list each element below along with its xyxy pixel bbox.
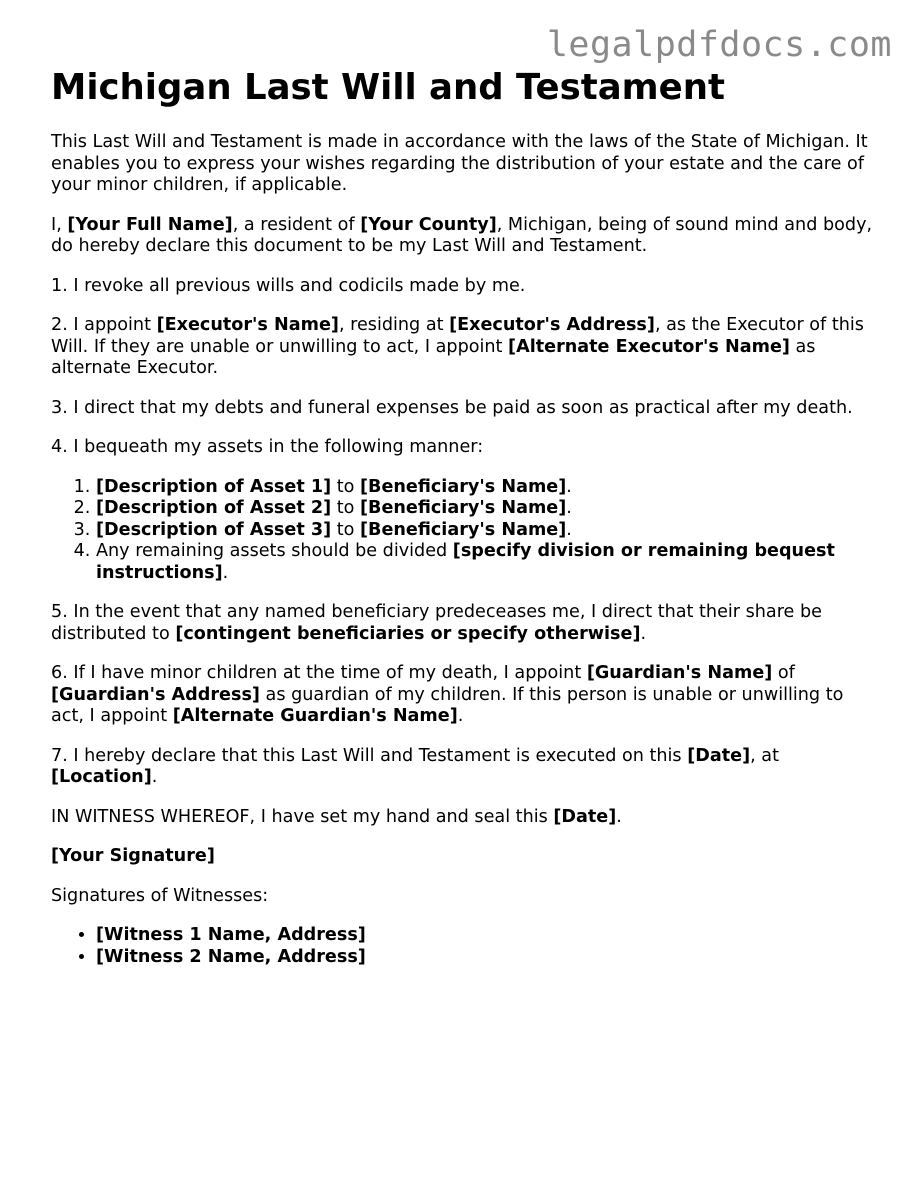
remaining-instructions-placeholder: [specify division or remaining bequest instructions] [96,541,835,583]
date-placeholder: [Date] [687,745,751,766]
witness-item: • [Witness 2 Name, Address] [96,947,881,969]
executor-address-placeholder: [Executor's Address] [449,315,655,335]
document-title: Michigan Last Will and Testament [51,67,725,108]
alternate-guardian-placeholder: [Alternate Guardian's Name] [172,706,458,726]
watermark: legalpdfdocs.com [546,25,892,65]
bequest-item: 2. [Description of Asset 2] to [Beneficiary's Name]. [96,498,881,520]
bequest-item: 1. [Description of Asset 1] to [Beneficiary's Name]. [96,477,881,499]
beneficiary-placeholder: [Beneficiary's Name] [360,498,567,518]
date-placeholder: [Date] [553,806,617,827]
bequest-item-remaining: 4. Any remaining assets should be divided [specify division or remaining bequest instructions]. [96,541,881,584]
contingent-placeholder: [contingent beneficiaries or specify otherwise] [175,623,641,644]
witness-item: • [Witness 1 Name, Address] [96,925,881,947]
bequest-list [51,477,881,585]
asset-placeholder: [Description of Asset 3] [96,519,332,540]
witness-list [51,925,881,968]
alternate-executor-placeholder: [Alternate Executor's Name] [508,336,790,357]
asset-placeholder: [Description of Asset 1] [96,476,332,497]
guardian-name-placeholder: [Guardian's Name] [586,663,773,683]
witnesses-heading: Signatures of Witnesses: [51,885,269,906]
clause-revoke: 1. I revoke all previous wills and codicils made by me. [51,275,526,296]
bequest-item: 3. [Description of Asset 3] to [Beneficiary's Name]. [96,520,881,542]
clause-bequest-intro: 4. I bequeath my assets in the following manner: [51,437,484,457]
declaration-paragraph: I, [Your Full Name], a resident of [Your County], Michigan, being of sound mind and body, do hereby declare this document to be my Last Will and Testament. [51,214,873,256]
county-placeholder: [Your County] [360,214,497,235]
clause-guardian: 6. If I have minor children at the time of my death, I appoint [Guardian's Name] of [Guardian's Address] as guardian of my children. If this person is unable or unwilling to act, I appoint [Alternate Guardian's Name]. [51,663,844,726]
clause-execution: 7. I hereby declare that this Last Will and Testament is executed on this [Date], at [Location]. [51,745,779,787]
executor-name-placeholder: [Executor's Name] [156,315,339,335]
clause-debts: 3. I direct that my debts and funeral expenses be paid as soon as practical after my death. [51,397,853,418]
intro-paragraph: This Last Will and Testament is made in accordance with the laws of the State of Michigan. It enables you to express your wishes regarding the distribution of your estate and the care of your minor children, if applicable. [51,132,868,195]
clause-executor: 2. I appoint [Executor's Name], residing at [Executor's Address], as the Executor of this Will. If they are unable or unwilling to act, I appoint [Alternate Executor's Name] as alternate Executor. [51,315,864,378]
asset-placeholder: [Description of Asset 2] [96,498,332,518]
document-body [51,66,881,986]
full-name-placeholder: [Your Full Name] [67,214,233,235]
location-placeholder: [Location] [51,767,152,787]
beneficiary-placeholder: [Beneficiary's Name] [360,519,567,540]
signature-line [51,846,881,868]
signature-placeholder: [Your Signature] [51,846,215,866]
guardian-address-placeholder: [Guardian's Address] [51,684,260,705]
witness-whereof: IN WITNESS WHEREOF, I have set my hand and seal this [Date]. [51,806,622,827]
clause-contingent: 5. In the event that any named beneficiary predeceases me, I direct that their share be distributed to [contingent beneficiaries or specify otherwise]. [51,602,822,644]
beneficiary-placeholder: [Beneficiary's Name] [360,476,567,497]
